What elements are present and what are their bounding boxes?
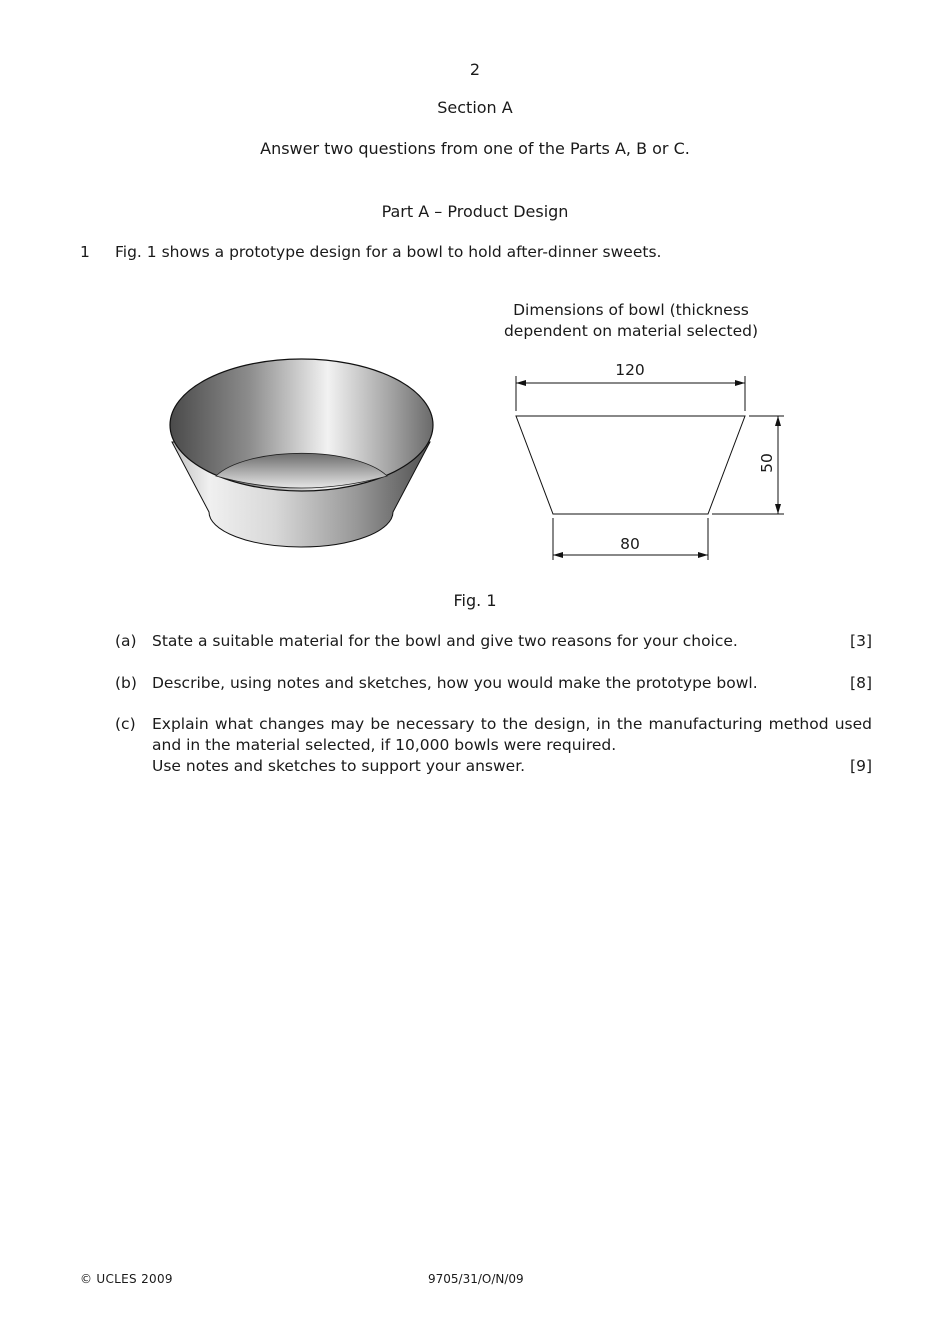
page-number: 2 (469, 60, 481, 79)
figure-1 (0, 0, 950, 620)
dimension-label-height: 50 (758, 453, 776, 473)
question-text: Fig. 1 shows a prototype design for a bowl to hold after-dinner sweets. (115, 243, 662, 261)
dimension-arrowheads (516, 380, 781, 558)
footer-copyright: © UCLES 2009 (80, 1272, 173, 1286)
part-text-line1: Explain what changes may be necessary to the design, in the manufacturing method used (152, 715, 872, 733)
footer-paper-code: 9705/31/O/N/09 (428, 1272, 524, 1286)
part-title: Part A – Product Design (381, 202, 569, 221)
figure-caption: Fig. 1 (453, 591, 497, 610)
part-marks: [8] (850, 674, 872, 692)
part-label: (a) (115, 632, 137, 650)
question-part-a (115, 631, 872, 653)
question-part-b (115, 673, 872, 695)
part-text (152, 714, 872, 777)
dimension-label-bottom: 80 (620, 535, 640, 553)
part-text-line3: Use notes and sketches to support your answer. (152, 757, 526, 775)
part-label: (c) (115, 715, 136, 733)
dimensions-caption-line1: Dimensions of bowl (thickness (513, 301, 749, 319)
part-text-line3-row (152, 756, 872, 777)
part-text: State a suitable material for the bowl and give two reasons for your choice. (152, 632, 738, 650)
bowl-dimension-drawing (516, 376, 784, 560)
dimensions-caption-line2: dependent on material selected) (503, 322, 759, 340)
question-number: 1 (80, 243, 90, 261)
bowl-3d-illustration (170, 359, 433, 547)
part-marks: [9] (850, 757, 872, 775)
dimension-label-top: 120 (615, 361, 645, 379)
part-marks: [3] (850, 632, 872, 650)
question-part-c (115, 714, 872, 780)
bowl-profile-outline (516, 416, 745, 514)
section-title: Section A (437, 98, 513, 117)
instruction-text: Answer two questions from one of the Parts A, B or C. (260, 139, 690, 158)
part-text: Describe, using notes and sketches, how you would make the prototype bowl. (152, 674, 758, 692)
part-label: (b) (115, 674, 137, 692)
part-text-line2: and in the material selected, if 10,000 bowls were required. (152, 736, 617, 754)
